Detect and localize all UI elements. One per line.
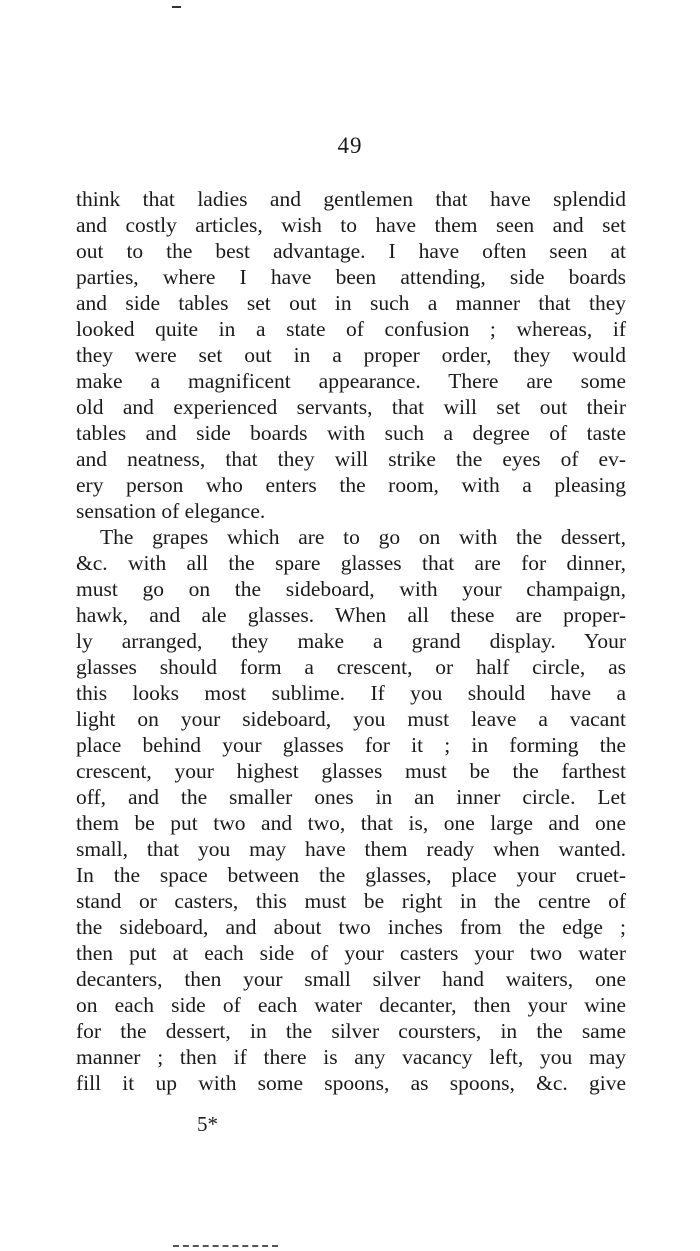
text-line: must go on the sideboard, with your champaign, [76, 577, 626, 601]
page-number: 49 [337, 133, 363, 158]
text-line: crescent, your highest glasses must be the farthest [76, 759, 626, 783]
text-line: small, that you may have them ready when wanted. [76, 837, 626, 861]
body-text [76, 186, 626, 1096]
text-line: light on your sideboard, you must leave a vacant [76, 707, 626, 731]
text-line: the sideboard, and about two inches from the edge ; [76, 915, 626, 939]
text-line: and costly articles, wish to have them seen and set [76, 213, 626, 237]
text-line: manner ; then if there is any vacancy left, you may [76, 1045, 626, 1069]
text-line: decanters, then your small silver hand waiters, one [76, 967, 626, 991]
text-line: for the dessert, in the silver coursters, in the same [76, 1019, 626, 1043]
text-line: place behind your glasses for it ; in forming the [76, 733, 626, 757]
text-line: them be put two and two, that is, one large and one [76, 811, 626, 835]
text-line: In the space between the glasses, place your cruet- [76, 863, 626, 887]
text-line: hawk, and ale glasses. When all these are proper- [76, 603, 626, 627]
bottom-dashed-rule [173, 1245, 278, 1247]
text-line: on each side of each water decanter, then your wine [76, 993, 626, 1017]
text-line: &c. with all the spare glasses that are for dinner, [76, 551, 626, 575]
text-line: make a magnificent appearance. There are some [76, 369, 626, 393]
text-line: off, and the smaller ones in an inner circle. Let [76, 785, 626, 809]
printer-signature-mark: 5* [197, 1112, 218, 1136]
text-line: ery person who enters the room, with a pleasing [76, 473, 626, 497]
text-line: think that ladies and gentlemen that have splendid [76, 187, 626, 211]
text-line: old and experienced servants, that will set out their [76, 395, 626, 419]
text-line: ly arranged, they make a grand display. Your [76, 629, 626, 653]
text-line: they were set out in a proper order, they would [76, 343, 626, 367]
text-line: and side tables set out in such a manner that they [76, 291, 626, 315]
text-line: fill it up with some spoons, as spoons, &c. give [76, 1071, 626, 1095]
text-line: and neatness, that they will strike the eyes of ev- [76, 447, 626, 471]
paragraph-end-line: sensation of elegance. [76, 499, 266, 523]
text-line: parties, where I have been attending, side boards [76, 265, 626, 289]
top-margin-mark [172, 6, 181, 8]
text-line: then put at each side of your casters your two water [76, 941, 626, 965]
paragraph-start-line: The grapes which are to go on with the dessert, [100, 525, 626, 549]
text-line: stand or casters, this must be right in the centre of [76, 889, 626, 913]
text-line: looked quite in a state of confusion ; whereas, if [76, 317, 626, 341]
text-line: out to the best advantage. I have often seen at [76, 239, 626, 263]
text-line: tables and side boards with such a degree of taste [76, 421, 626, 445]
text-line: this looks most sublime. If you should have a [76, 681, 626, 705]
text-line: glasses should form a crescent, or half circle, as [76, 655, 626, 679]
